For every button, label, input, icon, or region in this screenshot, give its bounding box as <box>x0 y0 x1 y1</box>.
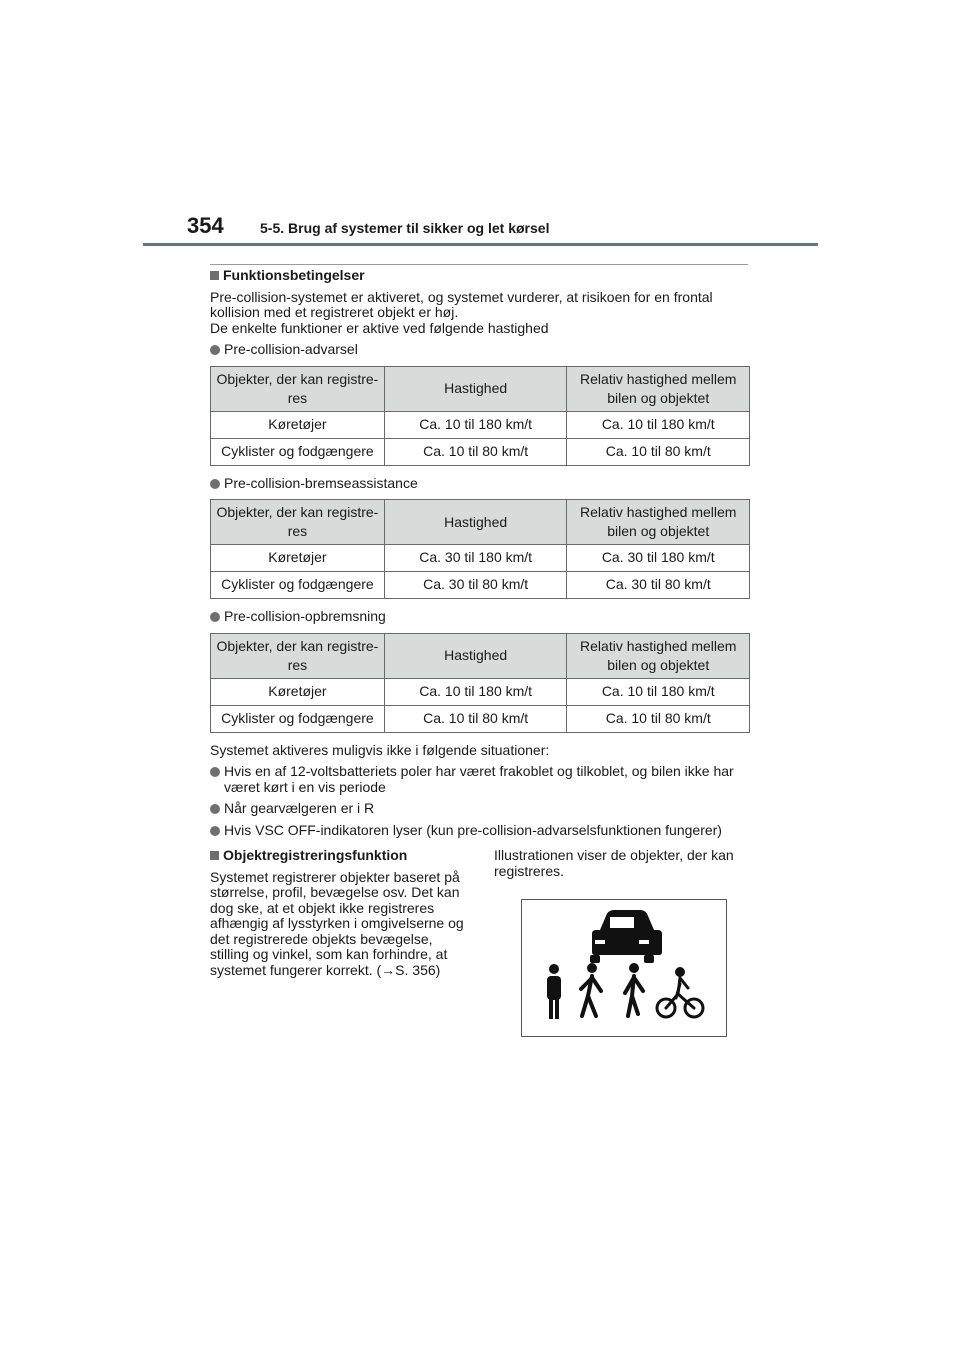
table-cell: Ca. 10 til 180 km/t <box>384 678 567 705</box>
table-header-row <box>211 366 750 411</box>
header-objects: Objekter, der kan registre-res <box>211 633 385 678</box>
bullet-dot-icon <box>210 767 220 777</box>
header-relative-speed: Relativ hastighed mellem bilen og objektet <box>567 500 750 545</box>
table-cell: Ca. 30 til 180 km/t <box>567 545 750 572</box>
table-cell: Cyklister og fodgængere <box>211 438 385 465</box>
square-bullet-icon <box>210 851 219 860</box>
table-title-braking <box>210 609 750 625</box>
pedestrian-walking-icon <box>581 963 601 1016</box>
table-row <box>211 705 750 732</box>
section-heading-text: Objektregistreringsfunktion <box>223 847 408 863</box>
table-cell: Køretøjer <box>211 678 385 705</box>
bullet-dot-icon <box>210 612 220 622</box>
table-title-text: Pre-collision-bremseassistance <box>224 474 418 491</box>
chapter-title: 5-5. Brug af systemer til sikker og let kørsel <box>260 220 550 236</box>
table-row <box>211 438 750 465</box>
header-rule <box>143 243 818 246</box>
table-cell: Cyklister og fodgængere <box>211 705 385 732</box>
speed-table-brake-assist <box>210 499 750 599</box>
header-objects: Objekter, der kan registre-res <box>211 366 385 411</box>
situation-item <box>210 801 750 817</box>
table-cell: Ca. 10 til 80 km/t <box>384 705 567 732</box>
table-title-text: Pre-collision-advarsel <box>224 341 358 357</box>
page-content <box>210 268 750 1037</box>
left-column <box>210 848 466 1037</box>
situation-text: Hvis en af 12-voltsbatteriets poler har været frakoblet og tilkoblet, og bilen ikke har været kørt i en vis periode <box>224 763 734 795</box>
illustration-caption: Illustrationen viser de objekter, der kan registreres. <box>494 847 734 879</box>
right-column <box>494 848 750 1037</box>
situation-item <box>210 764 750 795</box>
detectable-objects-illustration <box>521 899 727 1037</box>
situations-intro: Systemet aktiveres muligvis ikke i følgende situationer: <box>210 741 550 758</box>
section-heading-object-detection <box>210 848 466 864</box>
intro-paragraph: Pre-collision-systemet er aktiveret, og systemet vurderer, at risikoen for en frontal kollision med et registreret objekt er høj. <box>210 288 713 320</box>
intro-paragraph-2: De enkelte funktioner er aktive ved følgende hastighed <box>210 319 549 336</box>
table-row <box>211 572 750 599</box>
car-icon <box>590 910 662 963</box>
situation-text: Hvis VSC OFF-indikatoren lyser (kun pre-collision-advarselsfunktionen fungerer) <box>224 821 722 838</box>
table-cell: Ca. 10 til 180 km/t <box>384 411 567 438</box>
table-title-warning <box>210 342 750 358</box>
table-cell: Ca. 30 til 80 km/t <box>567 572 750 599</box>
table-cell: Køretøjer <box>211 411 385 438</box>
section-heading-functions <box>210 268 750 284</box>
square-bullet-icon <box>210 271 219 280</box>
table-cell: Ca. 10 til 180 km/t <box>567 411 750 438</box>
table-header-row <box>211 633 750 678</box>
content-rule <box>210 264 748 265</box>
bullet-dot-icon <box>210 804 220 814</box>
object-detection-body <box>210 870 466 979</box>
table-title-brake-assist <box>210 476 750 492</box>
situation-text: Når gearvælgeren er i R <box>224 800 375 816</box>
arrow-icon: → <box>381 961 396 978</box>
two-column-section <box>210 848 750 1037</box>
body-text: Systemet registrerer objekter baseret på størrelse, profil, bevægelse osv. Det kan dog ske, at et objekt ikke registreres afhængig af lysstyrken i omgivelserne og det registrerede objekts bevægelse, stilling og vinkel, som kan forhindre, at systemet fungerer korrekt. ( <box>210 868 464 978</box>
header-objects: Objekter, der kan registre-res <box>211 500 385 545</box>
table-row <box>211 545 750 572</box>
header-speed: Hastighed <box>384 366 567 411</box>
table-cell: Ca. 10 til 180 km/t <box>567 678 750 705</box>
speed-table-warning <box>210 366 750 466</box>
table-cell: Ca. 10 til 80 km/t <box>384 438 567 465</box>
speed-table-braking <box>210 633 750 733</box>
header-relative-speed: Relativ hastighed mellem bilen og objektet <box>567 633 750 678</box>
table-cell: Ca. 30 til 180 km/t <box>384 545 567 572</box>
bullet-dot-icon <box>210 345 220 355</box>
table-cell: Ca. 30 til 80 km/t <box>384 572 567 599</box>
table-row <box>211 411 750 438</box>
table-title-text: Pre-collision-opbremsning <box>224 608 386 624</box>
page-reference-link[interactable]: S. 356 <box>395 961 436 978</box>
bullet-dot-icon <box>210 826 220 836</box>
pedestrian-standing-icon <box>547 964 561 1019</box>
table-header-row <box>211 500 750 545</box>
bullet-dot-icon <box>210 479 220 489</box>
pedestrian-walking-2-icon <box>625 963 643 1016</box>
illustration-svg <box>522 900 726 1036</box>
body-text-end: ) <box>435 961 441 978</box>
page-number: 354 <box>187 213 224 238</box>
table-row <box>211 678 750 705</box>
table-cell: Køretøjer <box>211 545 385 572</box>
header-speed: Hastighed <box>384 500 567 545</box>
table-cell: Ca. 10 til 80 km/t <box>567 438 750 465</box>
table-cell: Ca. 10 til 80 km/t <box>567 705 750 732</box>
table-cell: Cyklister og fodgængere <box>211 572 385 599</box>
header-speed: Hastighed <box>384 633 567 678</box>
section-heading-text: Funktionsbetingelser <box>223 267 365 283</box>
cyclist-icon <box>657 967 703 1017</box>
header-relative-speed: Relativ hastighed mellem bilen og objektet <box>567 366 750 411</box>
situation-item <box>210 823 750 839</box>
